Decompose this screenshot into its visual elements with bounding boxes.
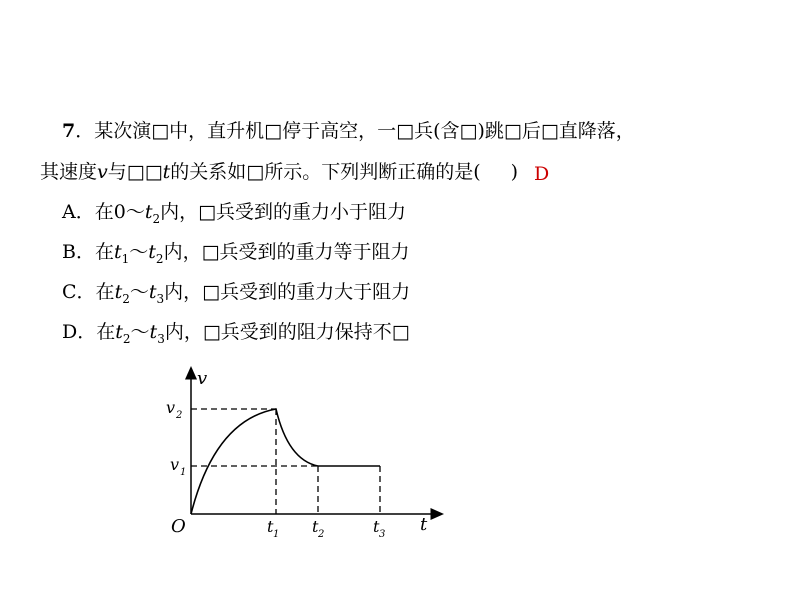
- option-d-text: 内，□兵受到的阻力保持不□: [164, 321, 410, 343]
- option-a-t: t: [144, 201, 153, 223]
- axis-v-label: v: [197, 368, 208, 389]
- option-d-letter: D: [62, 321, 78, 343]
- stem-var-v: v: [97, 161, 108, 183]
- t3-sub: 3: [379, 529, 386, 540]
- v1-label: v: [170, 455, 180, 474]
- stem-close-paren: ): [510, 161, 519, 183]
- option-c-t-a: t: [114, 281, 123, 303]
- stem-text-2c: 的关系如□所示。下列判断正确的是(: [170, 161, 481, 183]
- option-b-tilde: ～: [129, 241, 149, 263]
- option-c-t-b: t: [148, 281, 157, 303]
- axis-t-label: t: [420, 514, 428, 535]
- t3-label: t: [373, 517, 380, 536]
- question-number: 7: [62, 120, 76, 142]
- t1-label: t: [267, 517, 274, 536]
- v2-sub: 2: [176, 410, 183, 421]
- option-b-sub-a: 1: [121, 252, 130, 266]
- option-b-sub-b: 2: [155, 252, 164, 266]
- option-c-prefix: ．在: [76, 281, 115, 303]
- option-c-text: 内，□兵受到的重力大于阻力: [164, 281, 411, 303]
- t2-sub: 2: [318, 529, 325, 540]
- v2-label: v: [166, 398, 176, 417]
- option-a-letter: A: [62, 201, 76, 223]
- t2-label: t: [312, 517, 319, 536]
- option-d-sub-a: 2: [122, 332, 131, 346]
- option-c-sub-b: 3: [156, 292, 165, 306]
- origin-label: O: [171, 516, 186, 537]
- velocity-curve: [191, 409, 380, 514]
- option-d-t-b: t: [149, 321, 158, 343]
- stem-text-1: ．某次演□中，直升机□停于高空，一□兵(含□)跳□后□直降落，: [75, 120, 635, 142]
- option-c-letter: C: [62, 281, 77, 303]
- option-c-tilde: ～: [129, 281, 149, 303]
- answer-mark: D: [534, 163, 550, 185]
- stem-var-t: t: [162, 161, 171, 183]
- option-b-t-a: t: [113, 241, 122, 263]
- stem-text-2a: 其速度: [40, 161, 98, 183]
- option-d-prefix: ．在: [77, 321, 116, 343]
- option-a-text: 内，□兵受到的重力小于阻力: [160, 201, 407, 223]
- option-a-prefix: ．在0～: [75, 201, 145, 223]
- option-d-t-a: t: [115, 321, 123, 343]
- option-b-letter: B: [62, 241, 76, 263]
- option-a-sub: 2: [152, 212, 161, 226]
- v1-sub: 1: [180, 467, 187, 478]
- option-b-prefix: ．在: [75, 241, 114, 263]
- option-c-sub-a: 2: [122, 292, 130, 306]
- option-d-tilde: ～: [130, 321, 150, 343]
- option-d-sub-b: 3: [157, 332, 165, 346]
- option-b-text: 内，□兵受到的重力等于阻力: [163, 241, 410, 263]
- stem-text-2b: 与□□: [107, 161, 163, 183]
- option-b-t-b: t: [148, 241, 156, 263]
- t1-sub: 1: [273, 529, 280, 540]
